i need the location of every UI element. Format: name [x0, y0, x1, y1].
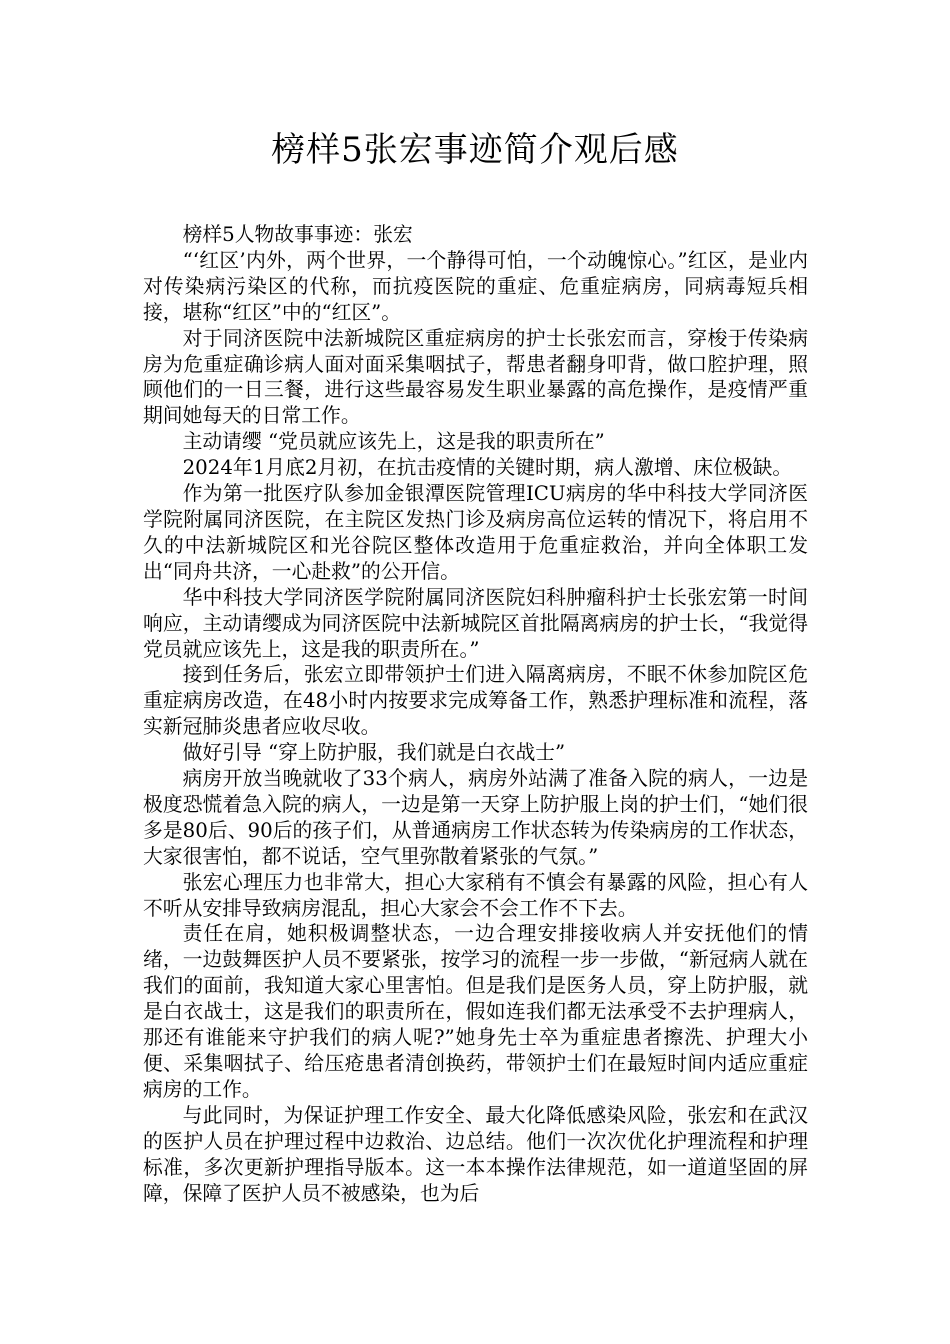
- paragraph: 病房开放当晚就收了33个病人，病房外站满了准备入院的病人，一边是极度恐慌着急入院的病人，一边是第一天穿上防护服上岗的护士们，“她们很多是80后、90后的孩子们，从普通病房工作状态转为传染病房的工作状态，大家很害怕，都不说话，空气里弥散着紧张的气氛。”: [143, 767, 808, 868]
- paragraph: 责任在肩，她积极调整状态，一边合理安排接收病人并安抚他们的情绪，一边鼓舞医护人员不要紧张，按学习的流程一步一步做，“新冠病人就在我们的面前，我知道大家心里害怕。但是我们是医务人员，穿上防护服，就是白衣战士，这是我们的职责所在，假如连我们都无法承受不去护理病人，那还有谁能来守护我们的病人呢?”她身先士卒为重症患者擦洗、护理大小便、采集咽拭子、给压疮患者清创换药，带领护士们在最短时间内适应重症病房的工作。: [143, 922, 808, 1101]
- paragraph: 张宏心理压力也非常大，担心大家稍有不慎会有暴露的风险，担心有人不听从安排导致病房混乱，担心大家会不会工作不下去。: [143, 870, 808, 920]
- document-title: 榜样5张宏事迹简介观后感: [271, 130, 679, 170]
- paragraph: 接到任务后，张宏立即带领护士们进入隔离病房，不眠不休参加院区危重症病房改造，在48小时内按要求完成筹备工作，熟悉护理标准和流程，落实新冠肺炎患者应收尽收。: [143, 663, 808, 739]
- section-heading: 主动请缨 “党员就应该先上，这是我的职责所在”: [182, 430, 605, 454]
- paragraph: 对于同济医院中法新城院区重症病房的护士长张宏而言，穿梭于传染病房为危重症确诊病人面对面采集咽拭子，帮患者翻身叩背，做口腔护理，照顾他们的一日三餐，进行这些最容易发生职业暴露的高危操作，是疫情严重期间她每天的日常工作。: [143, 326, 808, 428]
- section-heading: 做好引导 “穿上防护服，我们就是白衣战士”: [182, 741, 566, 765]
- document-body: [143, 222, 808, 1206]
- paragraph: 榜样5人物故事事迹：张宏: [182, 223, 413, 246]
- paragraph: 华中科技大学同济医学院附属同济医院妇科肿瘤科护士长张宏第一时间响应，主动请缨成为同济医院中法新城院区首批隔离病房的护士长，“我觉得党员就应该先上，这是我的职责所在。”: [143, 585, 808, 661]
- paragraph: 作为第一批医疗队参加金银潭医院管理ICU病房的华中科技大学同济医学院附属同济医院，在主院区发热门诊及病房高位运转的情况下，将启用不久的中法新城院区和光谷院区整体改造用于危重症救治，并向全体职工发出“同舟共济，一心赴救”的公开信。: [143, 482, 808, 583]
- paragraph: 与此同时，为保证护理工作安全、最大化降低感染风险，张宏和在武汉的医护人员在护理过程中边救治、边总结。他们一次次优化护理流程和护理标准，多次更新护理指导版本。这一本本操作法律规范，如一道道坚固的屏障，保障了医护人员不被感染，也为后: [143, 1103, 808, 1205]
- paragraph: “‘红区’内外，两个世界，一个静得可怕，一个动魄惊心。”红区，是业内对传染病污染区的代称，而抗疫医院的重症、危重症病房，同病毒短兵相接，堪称“红区”中的“红区”。: [143, 248, 808, 324]
- paragraph: 2024年1月底2月初，在抗击疫情的关键时期，病人激增、床位极缺。: [182, 456, 793, 480]
